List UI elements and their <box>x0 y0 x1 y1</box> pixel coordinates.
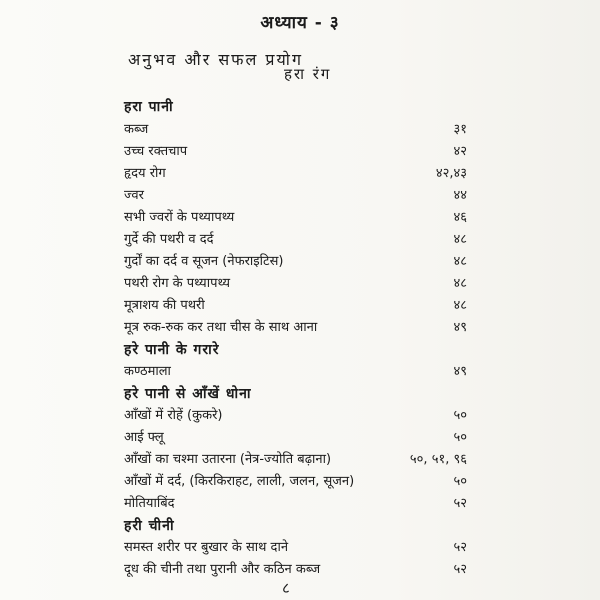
toc-row: मूत्राशय की पथरी ४८ <box>124 298 467 313</box>
group-heading: हरा पानी <box>124 99 174 115</box>
toc-row: ज्वर ४४ <box>124 188 467 203</box>
toc-row: कण्ठमाला ४९ <box>124 364 467 379</box>
toc-row: पथरी रोग के पथ्यापथ्य ४८ <box>124 276 467 291</box>
chapter-title: अध्याय - ३ <box>260 13 340 33</box>
toc-row: कब्ज ३१ <box>124 122 467 137</box>
page-number: ८ <box>282 579 290 597</box>
group-heading: हरे पानी के गरारे <box>124 342 220 358</box>
toc-row: हृदय रोग ४२,४३ <box>124 166 467 181</box>
group-heading: हरे पानी से आँखें धोना <box>124 386 252 402</box>
toc-row: आई फ्लू ५० <box>124 430 467 445</box>
toc-row: मोतियाबिंद ५२ <box>124 496 467 511</box>
toc-row: सभी ज्वरों के पथ्यापथ्य ४६ <box>124 210 467 225</box>
toc-row: आँखों में रोहें (कुकरे) ५० <box>124 408 467 423</box>
section-title: हरा रंग <box>284 65 332 83</box>
toc-row: आँखों का चश्मा उतारना (नेत्र-ज्योति बढ़ाना) ५०, ५१, ९६ <box>124 452 467 467</box>
toc-row: मूत्र रुक-रुक कर तथा चीस के साथ आना ४९ <box>124 320 467 335</box>
toc-row: उच्च रक्तचाप ४२ <box>124 144 467 159</box>
toc-row: आँखों में दर्द, (किरकिराहट, लाली, जलन, सूजन) ५० <box>124 474 467 489</box>
group-heading: हरी चीनी <box>124 518 175 534</box>
toc-row: समस्त शरीर पर बुखार के साथ दाने ५२ <box>124 540 467 555</box>
intro-heading: अनुभव और सफल प्रयोग <box>128 50 303 69</box>
toc-row: गुर्दे की पथरी व दर्द ४८ <box>124 232 467 247</box>
toc-row: दूध की चीनी तथा पुरानी और कठिन कब्ज ५२ <box>124 562 467 577</box>
toc-row: गुर्दों का दर्द व सूजन (नेफराइटिस) ४८ <box>124 254 467 269</box>
